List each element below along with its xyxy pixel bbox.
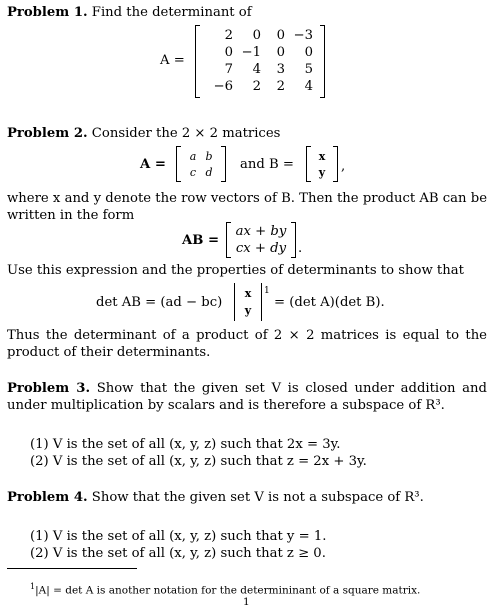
problem3-heading: Problem 3. xyxy=(7,381,91,396)
problem3-item: (1) V is the set of all (x, y, z) such that 2x = 3y. xyxy=(30,437,341,452)
problem4-heading: Problem 4. xyxy=(7,490,88,505)
problem2-ab-lhs: AB = xyxy=(182,233,220,248)
problem3-item: (2) V is the set of all (x, y, z) such that z = 2x + 3y. xyxy=(30,454,367,469)
problem4-item: (1) V is the set of all (x, y, z) such that y = 1. xyxy=(30,529,327,544)
problem4-line xyxy=(7,489,424,506)
problem3-text: Show that the given set V is closed under addition and under multiplication by scalars and is therefore a subspace of R³. xyxy=(7,381,487,413)
problem2-text2: where x and y denote the row vectors of B. Then the product AB can be written in the form xyxy=(7,191,487,223)
problem2-det-lhs: det AB = (ad − bc) xyxy=(96,295,223,310)
matrix-cell: 2 xyxy=(252,79,261,94)
problem4-text: Show that the given set V is not a subspace of R³. xyxy=(91,490,424,505)
matrix-cell: 4 xyxy=(252,62,261,77)
matrix-cell: 2 xyxy=(276,79,285,94)
problem2-line xyxy=(7,125,280,142)
det-vec-cell: x xyxy=(244,287,252,300)
matrix-cell: 0 xyxy=(224,45,233,60)
footnote xyxy=(30,578,420,600)
matrix-cell: 3 xyxy=(276,62,285,77)
problem4-item: (2) V is the set of all (x, y, z) such that z ≥ 0. xyxy=(30,546,326,561)
matrix-cell: 2 xyxy=(224,28,233,43)
matrix-cell: 0 xyxy=(276,45,285,60)
problem2-text4: Thus the determinant of a product of 2 × 2 matrices is equal to the product of their determinants. xyxy=(7,328,487,360)
matrix-cell: −3 xyxy=(293,28,313,43)
footnote-mark: 1 xyxy=(264,286,270,296)
problem2-and-b xyxy=(240,156,294,173)
matrix-cell: 0 xyxy=(304,45,313,60)
problem1-text: Find the determinant of xyxy=(91,5,252,20)
problem2-ab-matrix xyxy=(226,222,296,258)
det-vec-cell: y xyxy=(244,304,252,317)
problem2-period: . xyxy=(298,241,303,256)
problem3-block xyxy=(7,380,487,414)
problem2-det-vec xyxy=(234,283,262,321)
problem2-a-matrix xyxy=(176,146,226,182)
problem2-det-rhs: = (det A)(det B). xyxy=(274,295,385,310)
problem2-text: Consider the 2 × 2 matrices xyxy=(91,126,281,141)
page-number: 1 xyxy=(243,596,250,608)
ab-matrix-row: ax + by xyxy=(235,224,287,239)
matrix-cell: 0 xyxy=(252,28,261,43)
matrix-cell: 0 xyxy=(276,28,285,43)
problem1-line xyxy=(7,4,252,21)
footnote-text: |A| = det A is another notation for the determininant of a square matrix. xyxy=(35,584,421,597)
footnote-number: 1 xyxy=(30,582,36,591)
problem2-b-matrix xyxy=(306,146,338,182)
b-matrix-cell: x xyxy=(318,150,326,163)
matrix-cell: −1 xyxy=(241,45,261,60)
problem1-matrix xyxy=(195,25,325,98)
problem2-heading: Problem 2. xyxy=(7,126,88,141)
matrix-cell: 7 xyxy=(224,62,233,77)
b-matrix-cell: y xyxy=(318,166,326,179)
matrix-cell: 4 xyxy=(304,79,313,94)
problem1-heading: Problem 1. xyxy=(7,5,88,20)
problem2-a-lhs: A = xyxy=(140,157,166,172)
a-matrix-cell: a xyxy=(189,150,197,163)
problem2-text3: Use this expression and the properties of determinants to show that xyxy=(7,263,464,278)
problem1-lhs: A = xyxy=(160,53,185,68)
matrix-cell: −6 xyxy=(213,79,233,94)
a-matrix-cell: c xyxy=(189,166,197,179)
ab-matrix-row: cx + dy xyxy=(235,241,287,256)
matrix-cell: 5 xyxy=(304,62,313,77)
problem2-comma: , xyxy=(341,159,346,174)
and-b-label: and B = xyxy=(240,157,294,172)
a-matrix-cell: d xyxy=(205,166,213,179)
footnote-rule xyxy=(7,568,137,569)
a-matrix-cell: b xyxy=(205,150,213,163)
